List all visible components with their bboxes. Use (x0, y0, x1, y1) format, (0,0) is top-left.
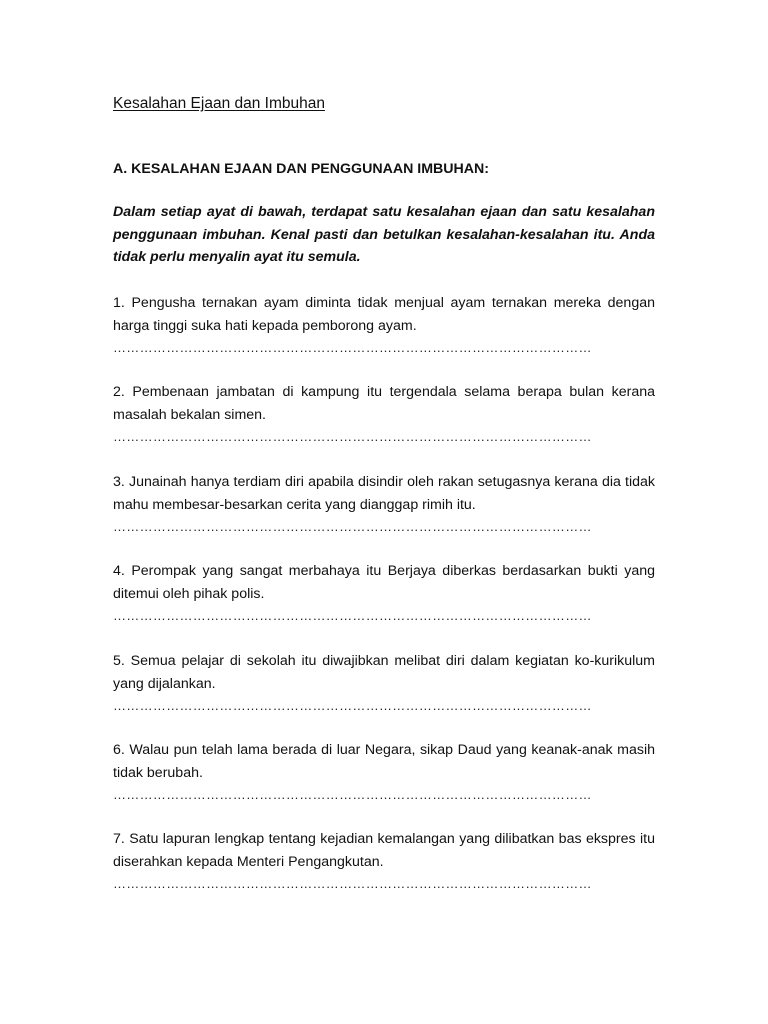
question-text: 6. Walau pun telah lama berada di luar Negara, sikap Daud yang keanak-anak masih tidak berubah. (113, 742, 655, 781)
answer-line[interactable]: ……………………………………………………………………………………………… (113, 608, 592, 623)
question-item (113, 471, 655, 536)
question-item (113, 292, 655, 357)
question-item (113, 739, 655, 804)
answer-line[interactable]: ……………………………………………………………………………………………… (113, 787, 592, 802)
answer-line[interactable]: ……………………………………………………………………………………………… (113, 876, 592, 891)
instructions-paragraph: Dalam setiap ayat di bawah, terdapat satu kesalahan ejaan dan satu kesalahan penggunaan imbuhan. Kenal pasti dan betulkan kesalahan-kesalahan itu. Anda tidak perlu menyalin ayat itu semula. (113, 204, 655, 265)
answer-line[interactable]: ……………………………………………………………………………………………… (113, 519, 592, 534)
question-item (113, 828, 655, 893)
answer-line[interactable]: ……………………………………………………………………………………………… (113, 698, 592, 713)
question-item (113, 381, 655, 446)
question-item (113, 650, 655, 715)
answer-line[interactable]: ……………………………………………………………………………………………… (113, 340, 592, 355)
section-heading: A. KESALAHAN EJAAN DAN PENGGUNAAN IMBUHAN: (113, 161, 489, 177)
question-text: 5. Semua pelajar di sekolah itu diwajibkan melibat diri dalam kegiatan ko-kurikulum yang dijalankan. (113, 653, 655, 692)
question-text: 7. Satu lapuran lengkap tentang kejadian kemalangan yang dilibatkan bas ekspres itu diserahkan kepada Menteri Pengangkutan. (113, 831, 655, 870)
question-text: 1. Pengusha ternakan ayam diminta tidak menjual ayam ternakan mereka dengan harga tinggi suka hati kepada pemborong ayam. (113, 295, 655, 334)
document-title: Kesalahan Ejaan dan Imbuhan (113, 95, 325, 112)
question-item (113, 560, 655, 625)
question-text: 2. Pembenaan jambatan di kampung itu tergendala selama berapa bulan kerana masalah bekalan simen. (113, 384, 655, 423)
question-text: 4. Perompak yang sangat merbahaya itu Berjaya diberkas berdasarkan bukti yang ditemui oleh pihak polis. (113, 563, 655, 602)
answer-line[interactable]: ……………………………………………………………………………………………… (113, 429, 592, 444)
question-text: 3. Junainah hanya terdiam diri apabila disindir oleh rakan setugasnya kerana dia tidak mahu membesar-besarkan cerita yang dianggap rimih itu. (113, 474, 655, 513)
